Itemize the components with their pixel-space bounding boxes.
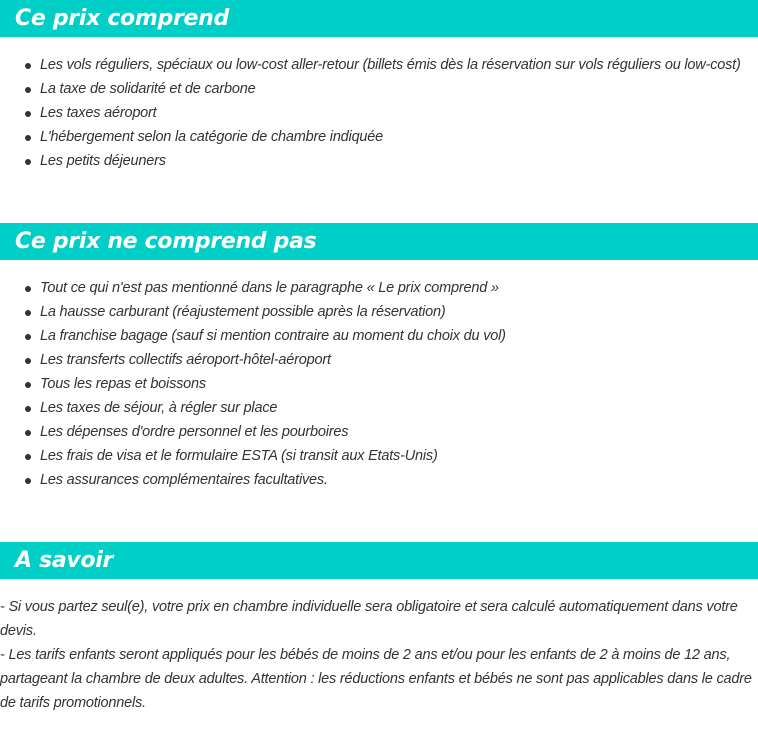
section-price-excludes	[0, 223, 758, 492]
list-item: La hausse carburant (réajustement possible après la réservation)	[0, 300, 758, 324]
paragraph: - Les tarifs enfants seront appliqués pour les bébés de moins de 2 ans et/ou pour les enfants de 2 à moins de 12 ans, partageant la chambre de deux adultes. Attention : les réductions enfants et bébés ne sont pas applicables dans le cadre de tarifs promotionnels.	[0, 647, 752, 711]
section-header	[0, 542, 758, 579]
list-item: Tout ce qui n'est pas mentionné dans le paragraphe « Le prix comprend »	[0, 276, 758, 300]
list-item: Tous les repas et boissons	[0, 372, 758, 396]
good-to-know-text	[0, 595, 758, 715]
list-item: Les assurances complémentaires facultatives.	[0, 468, 758, 492]
list-item: Les taxes aéroport	[0, 101, 758, 125]
section-header	[0, 0, 758, 37]
list-item: Les transferts collectifs aéroport-hôtel-aéroport	[0, 348, 758, 372]
list-item: Les vols réguliers, spéciaux ou low-cost aller-retour (billets émis dès la réservation sur vols réguliers ou low-cost)	[0, 53, 758, 77]
paragraph: - Si vous partez seul(e), votre prix en chambre individuelle sera obligatoire et sera calculé automatiquement dans votre devis.	[0, 599, 738, 639]
includes-list	[0, 53, 758, 173]
section-good-to-know	[0, 542, 758, 715]
section-header	[0, 223, 758, 260]
list-item: Les dépenses d'ordre personnel et les pourboires	[0, 420, 758, 444]
section-title: Ce prix comprend	[15, 6, 229, 31]
list-item: Les taxes de séjour, à régler sur place	[0, 396, 758, 420]
list-item: Les petits déjeuners	[0, 149, 758, 173]
list-item: L'hébergement selon la catégorie de chambre indiquée	[0, 125, 758, 149]
excludes-list	[0, 276, 758, 492]
list-item: La taxe de solidarité et de carbone	[0, 77, 758, 101]
section-price-includes	[0, 0, 758, 173]
section-title: Ce prix ne comprend pas	[15, 229, 317, 254]
section-title: A savoir	[15, 548, 114, 573]
list-item: Les frais de visa et le formulaire ESTA (si transit aux Etats-Unis)	[0, 444, 758, 468]
list-item: La franchise bagage (sauf si mention contraire au moment du choix du vol)	[0, 324, 758, 348]
